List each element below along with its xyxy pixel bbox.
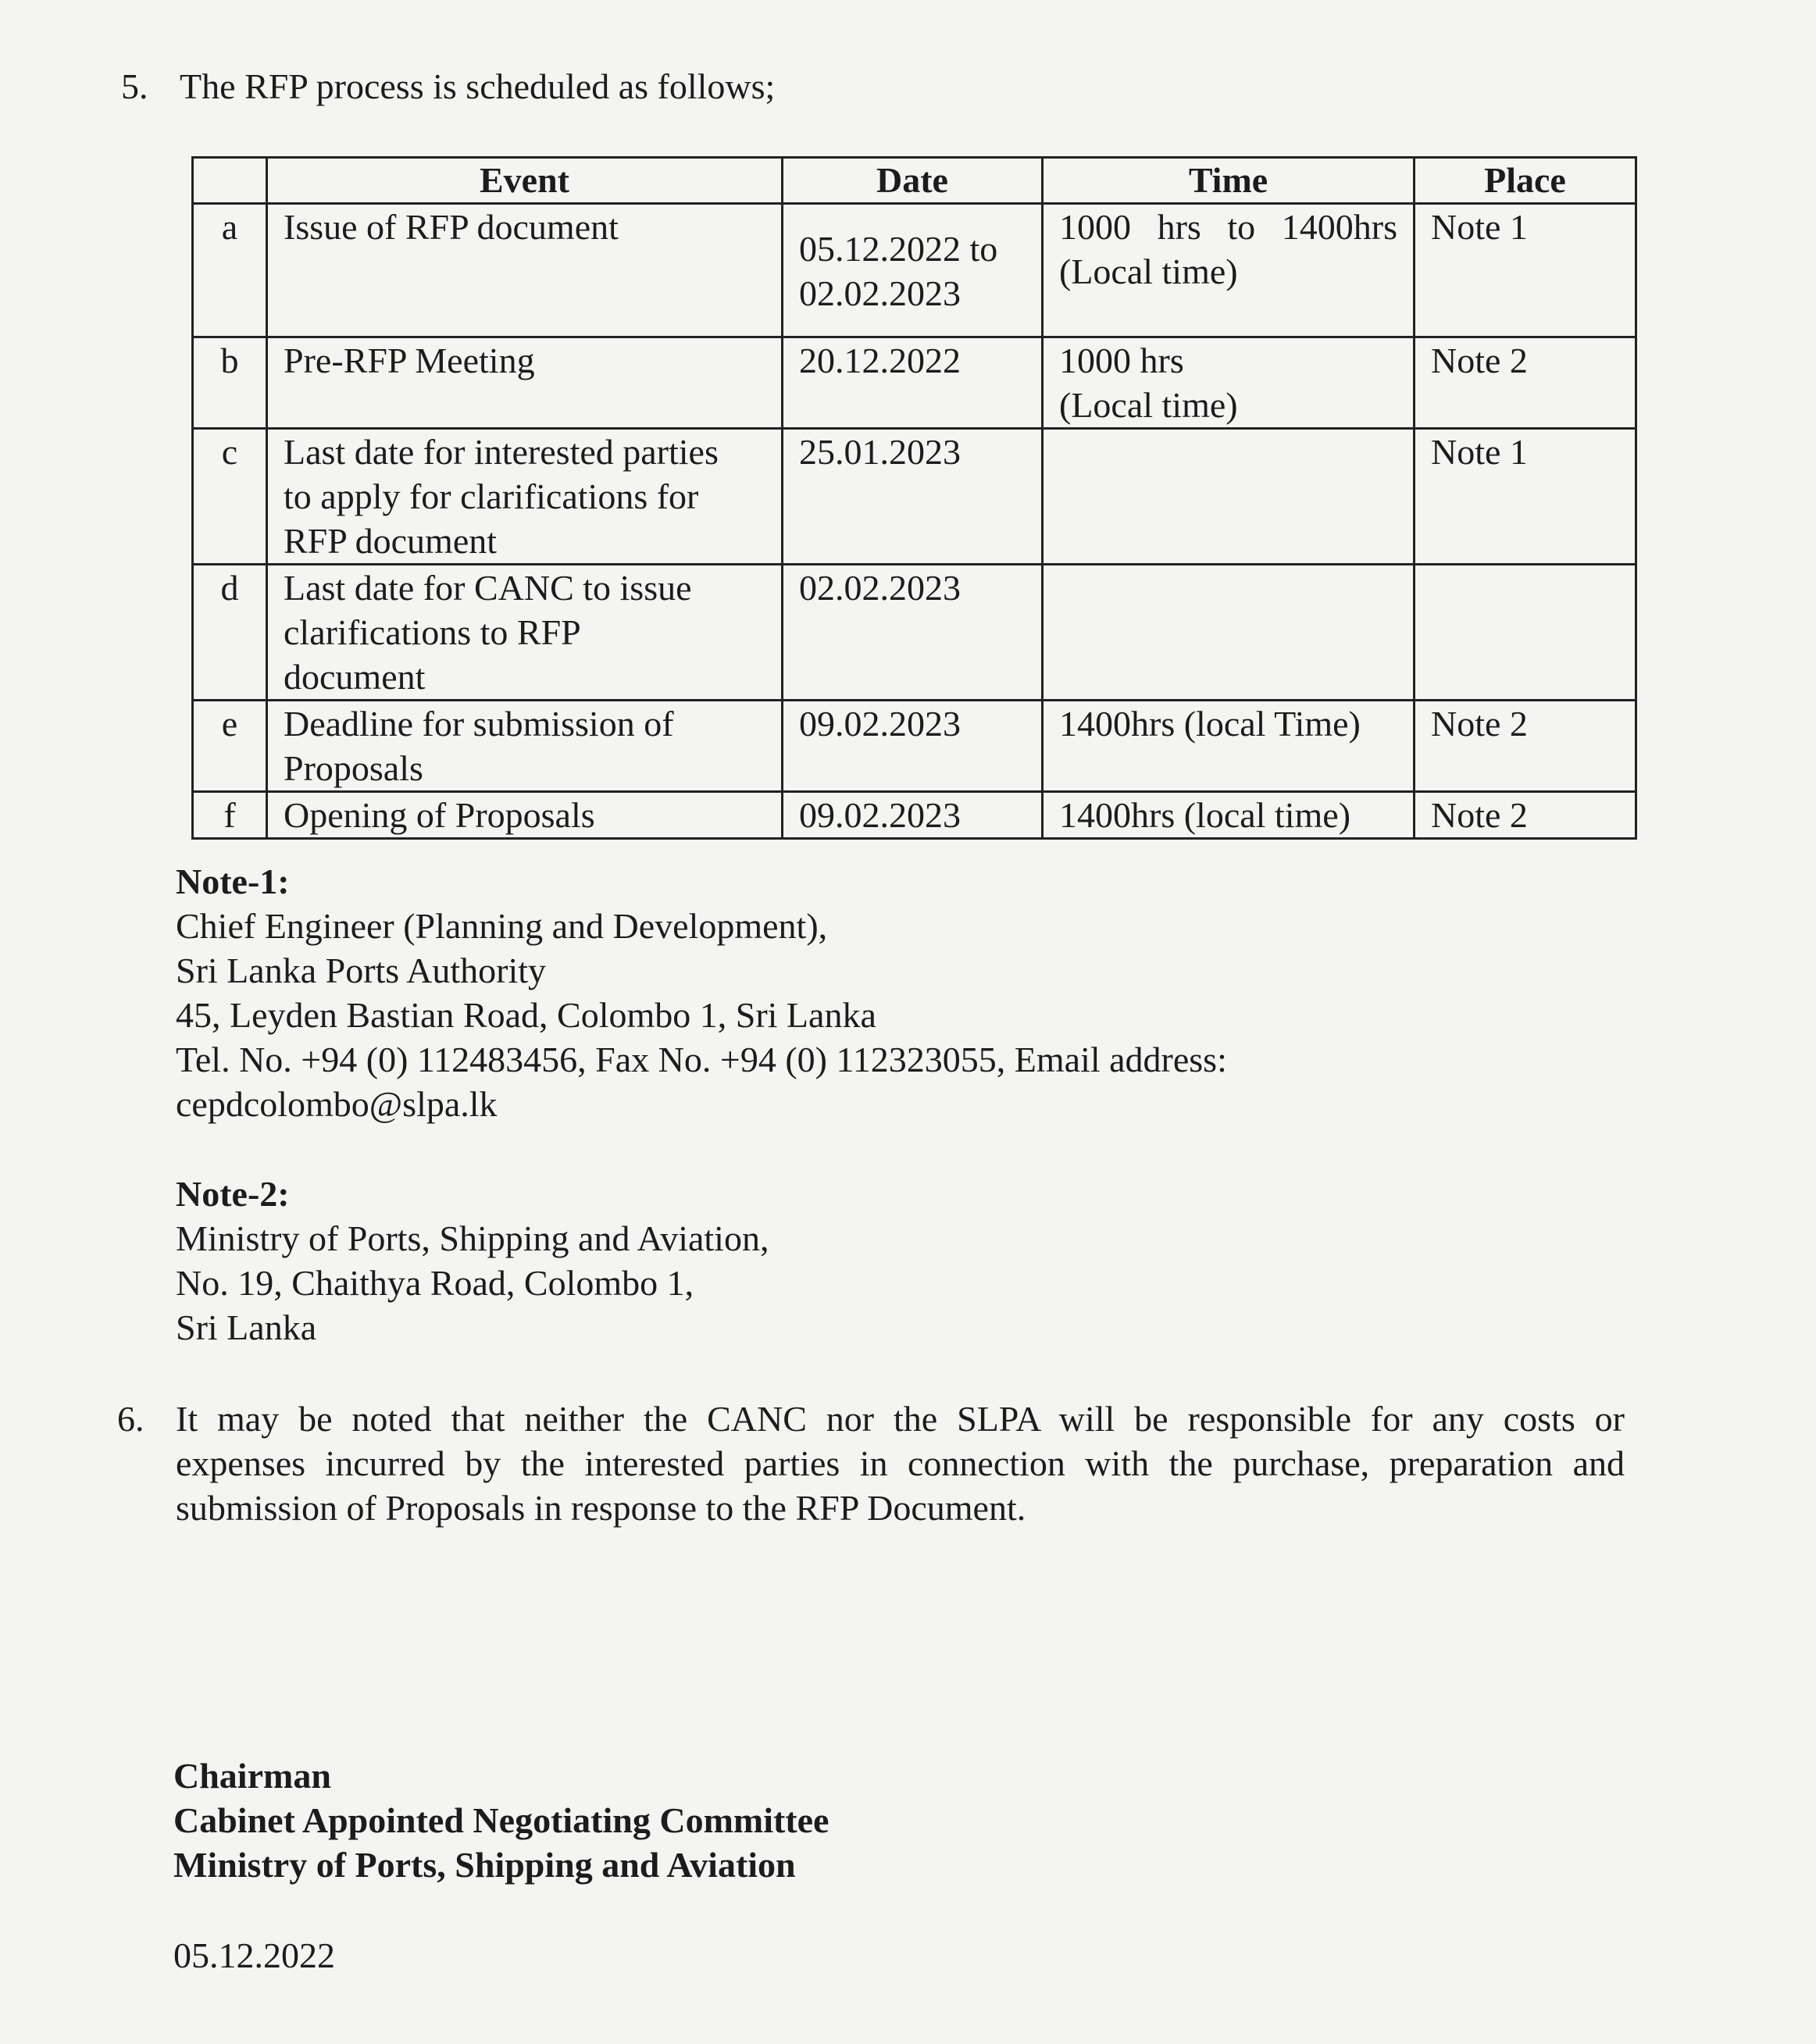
signature-date: 05.12.2022 <box>173 1935 335 1975</box>
signature-ministry: Ministry of Ports, Shipping and Aviation <box>173 1845 796 1885</box>
event-line: Issue of RFP document <box>284 207 619 247</box>
row-label: b <box>193 337 267 429</box>
section-6-text <box>176 1397 1625 1530</box>
date-cell <box>783 792 1043 839</box>
signature-committee: Cabinet Appointed Negotiating Committee <box>173 1800 830 1840</box>
rfp-schedule-table <box>191 156 1637 840</box>
section-5-number: 5. <box>121 66 148 106</box>
event-line: to apply for clarifications for <box>284 476 699 516</box>
event-cell <box>267 701 783 792</box>
date-line: 02.02.2023 <box>799 273 961 313</box>
event-line: Proposals <box>284 748 423 788</box>
event-cell <box>267 792 783 839</box>
time-cell <box>1043 204 1415 337</box>
place-cell: Note 2 <box>1415 792 1636 839</box>
date-line: 09.02.2023 <box>799 704 961 744</box>
note-2 <box>176 1172 769 1350</box>
time-cell <box>1043 337 1415 429</box>
table-row <box>193 792 1636 839</box>
section-5-text: The RFP process is scheduled as follows; <box>180 66 776 106</box>
note-1-line: Sri Lanka Ports Authority <box>176 951 547 990</box>
row-label: f <box>193 792 267 839</box>
event-cell <box>267 429 783 565</box>
header-event: Event <box>267 158 783 204</box>
time-cell <box>1043 429 1415 565</box>
event-line: Opening of Proposals <box>284 795 595 835</box>
place-cell: Note 2 <box>1415 337 1636 429</box>
time-cell <box>1043 565 1415 701</box>
time-line: (Local time) <box>1059 251 1238 291</box>
time-line: 1400hrs (local time) <box>1059 795 1351 835</box>
place-cell <box>1415 565 1636 701</box>
section-6-line: submission of Proposals in response to the RFP Document. <box>176 1488 1026 1528</box>
event-line: document <box>284 657 426 697</box>
header-place: Place <box>1415 158 1636 204</box>
time-line: (Local time) <box>1059 385 1238 425</box>
signature-title: Chairman <box>173 1756 331 1796</box>
time-line: 1000 hrs <box>1059 341 1184 380</box>
place-cell: Note 2 <box>1415 701 1636 792</box>
note-1-line: 45, Leyden Bastian Road, Colombo 1, Sri Lanka <box>176 995 876 1035</box>
date-line: 20.12.2022 <box>799 341 961 380</box>
note-1-line: Tel. No. +94 (0) 112483456, Fax No. +94 (0) 112323055, Email address: <box>176 1040 1227 1079</box>
note-2-line: Sri Lanka <box>176 1307 317 1347</box>
table-row <box>193 429 1636 565</box>
date-line: 09.02.2023 <box>799 795 961 835</box>
event-line: Last date for interested parties <box>284 432 719 472</box>
signature-block <box>173 1753 829 1887</box>
time-cell <box>1043 701 1415 792</box>
section-6-line: expenses incurred by the interested parties in connection with the purchase, preparation and <box>176 1443 1625 1483</box>
place-cell: Note 1 <box>1415 204 1636 337</box>
row-label: e <box>193 701 267 792</box>
note-2-title: Note-2: <box>176 1174 290 1214</box>
time-line: 1000 hrs to 1400hrs <box>1059 207 1397 247</box>
note-1-email: cepdcolombo@slpa.lk <box>176 1084 498 1124</box>
section-6-number: 6. <box>117 1399 144 1439</box>
note-1-title: Note-1: <box>176 861 290 901</box>
header-label-col <box>193 158 267 204</box>
event-line: Last date for CANC to issue <box>284 568 692 608</box>
table-header-row <box>193 158 1636 204</box>
date-cell <box>783 701 1043 792</box>
header-time: Time <box>1043 158 1415 204</box>
row-label: c <box>193 429 267 565</box>
table-row <box>193 204 1636 337</box>
time-line: 1400hrs (local Time) <box>1059 704 1361 744</box>
event-cell <box>267 337 783 429</box>
note-2-line: No. 19, Chaithya Road, Colombo 1, <box>176 1263 694 1303</box>
row-label: d <box>193 565 267 701</box>
header-date: Date <box>783 158 1043 204</box>
date-line: 02.02.2023 <box>799 568 961 608</box>
time-cell <box>1043 792 1415 839</box>
event-cell <box>267 204 783 337</box>
note-2-line: Ministry of Ports, Shipping and Aviation, <box>176 1218 769 1258</box>
place-cell: Note 1 <box>1415 429 1636 565</box>
date-cell <box>783 204 1043 337</box>
date-cell <box>783 429 1043 565</box>
date-cell <box>783 337 1043 429</box>
event-line: Deadline for submission of <box>284 704 674 744</box>
row-label: a <box>193 204 267 337</box>
table-row <box>193 337 1636 429</box>
note-1-line: Chief Engineer (Planning and Development), <box>176 906 828 946</box>
table-row <box>193 701 1636 792</box>
section-6-line: It may be noted that neither the CANC nor the SLPA will be responsible for any costs or <box>176 1399 1625 1439</box>
event-line: clarifications to RFP <box>284 612 581 652</box>
date-cell <box>783 565 1043 701</box>
event-cell <box>267 565 783 701</box>
note-1 <box>176 859 1227 1126</box>
event-line: RFP document <box>284 521 498 561</box>
table-row <box>193 565 1636 701</box>
date-line: 25.01.2023 <box>799 432 961 472</box>
event-line: Pre-RFP Meeting <box>284 341 535 380</box>
date-line: 05.12.2022 to <box>799 229 998 269</box>
